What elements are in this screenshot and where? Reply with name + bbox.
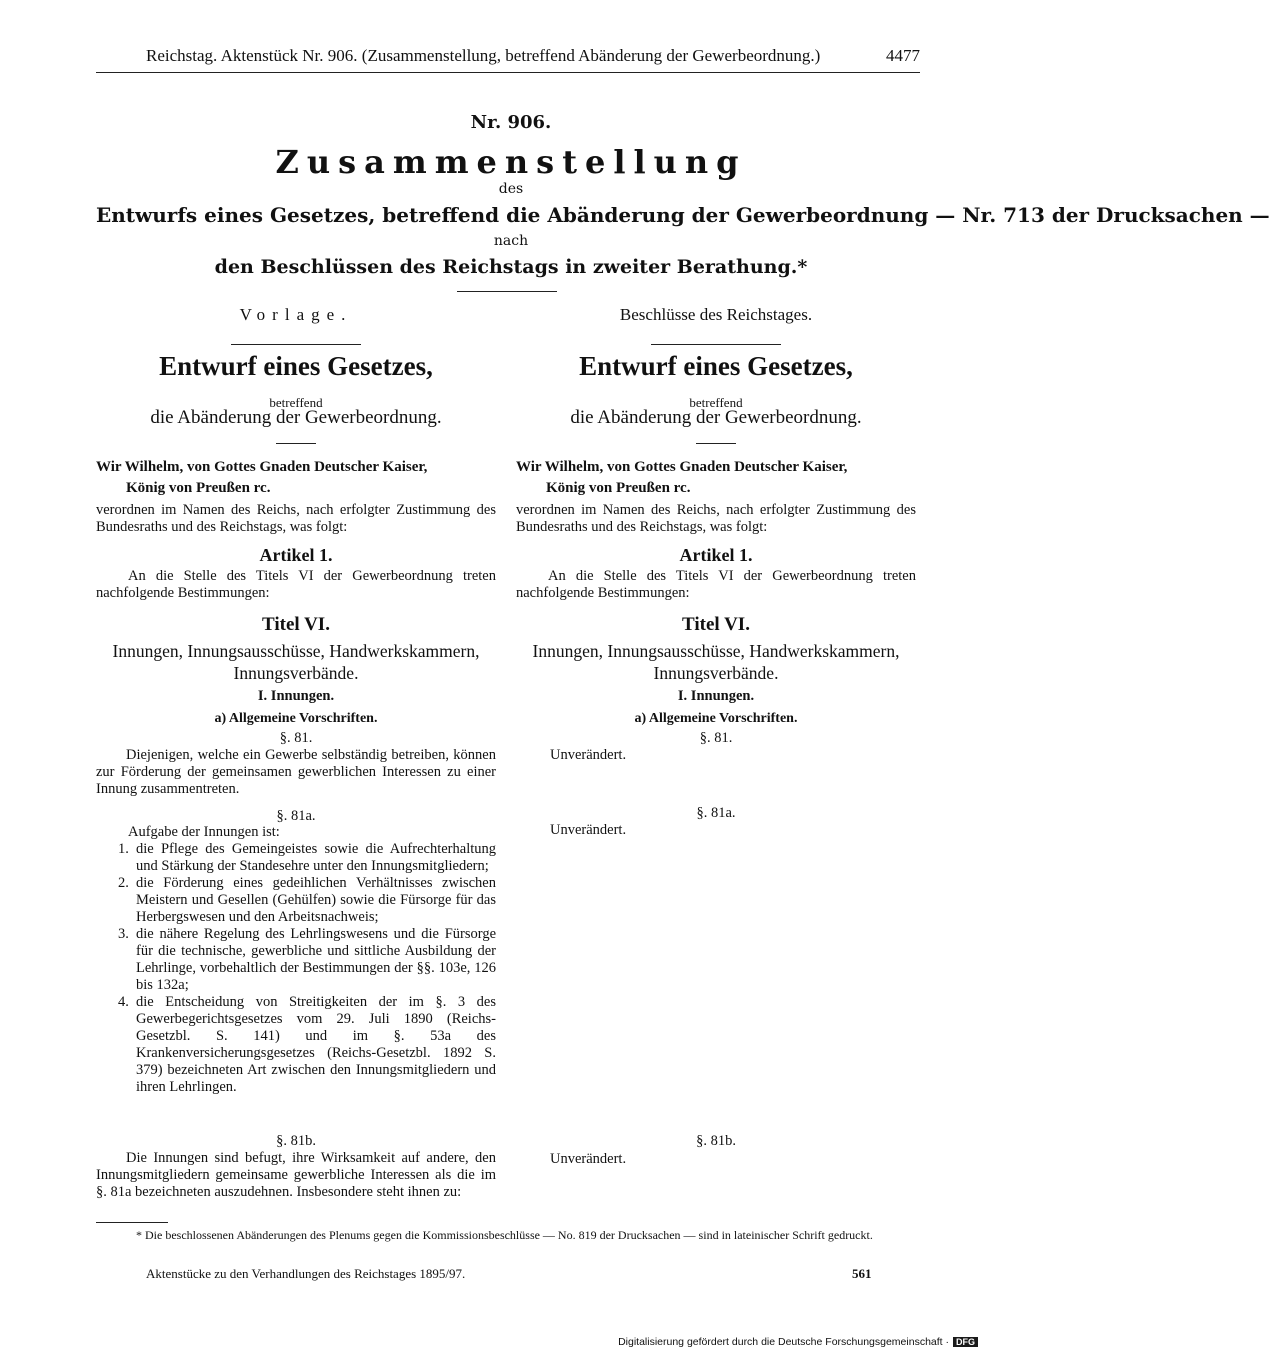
short-divider xyxy=(276,443,316,444)
artikel-heading: Artikel 1. xyxy=(259,545,333,565)
titel-heading: Titel VI. xyxy=(682,614,750,635)
running-head xyxy=(96,46,920,73)
list-item xyxy=(96,875,496,926)
list-item-number: 2. xyxy=(118,875,129,891)
list-item-text: die nähere Regelung des Lehrlingswesens und die Fürsorge für die technische, gewerbliche und sittliche Ausbildung der Lehrlinge, vorbehaltlich der Bestimmungen der §§. 103e, 126 bis 132a; xyxy=(136,926,496,993)
titel-heading: Titel VI. xyxy=(262,614,330,635)
paragraph-81b-heading: §. 81b. xyxy=(696,1133,736,1149)
paragraph-81a-heading: §. 81a. xyxy=(276,808,316,824)
digitization-text: Digitalisierung gefördert durch die Deutsche Forschungsgemeinschaft · xyxy=(618,1336,949,1348)
unchanged-note: Unverändert. xyxy=(550,822,627,838)
preamble-wir: Wir Wilhelm, von Gottes Gnaden Deutscher Kaiser, xyxy=(96,459,428,475)
document-subtitle-2: den Beschlüssen des Reichstags in zweiter Berathung.* xyxy=(214,256,808,278)
dfg-logo: DFG xyxy=(953,1337,978,1347)
footnote: * Die beschlossenen Abänderungen des Plenums gegen die Kommissionsbeschlüsse — No. 819 der Drucksachen — sind in lateinischer Schrift gedruckt. xyxy=(136,1228,873,1242)
unchanged-note: Unverändert. xyxy=(550,747,627,763)
list-item-text: die Förderung eines gedeihlichen Verhältnisses zwischen Meistern und Gesellen (Gehülfen) sowie die Fürsorge für das Herbergswesen und den Arbeitsnachweis; xyxy=(136,875,496,925)
titel-subheading: Innungen, Innungsausschüsse, Handwerkskammern, Innungsverbände. xyxy=(112,641,480,683)
subsection-heading: a) Allgemeine Vorschriften. xyxy=(634,711,798,726)
paragraph-81b-text: Die Innungen sind befugt, ihre Wirksamkeit auf andere, den Innungsmitgliedern gemeinsame gewerbliche Interessen als die im §. 81a bezeichneten auszudehnen. Insbesondere steht ihnen zu: xyxy=(96,1150,496,1200)
column-heading: Beschlüsse des Reichstages. xyxy=(619,305,813,324)
list-item-number: 3. xyxy=(118,926,129,942)
preamble-koenig: König von Preußen rc. xyxy=(546,480,691,496)
heading-divider xyxy=(457,291,557,292)
paragraph-81-text: Diejenigen, welche ein Gewerbe selbständig betreiben, können zur Förderung der gemeinsamen gewerblichen Interessen zu einer Innung zusammentreten. xyxy=(96,747,496,797)
paragraph-81a-heading: §. 81a. xyxy=(696,805,736,821)
footnote-divider xyxy=(96,1222,168,1223)
short-divider xyxy=(696,443,736,444)
list-item-text: die Entscheidung von Streitigkeiten der im §. 3 des Gewerbegerichtsgesetzes vom 29. Juli 1890 (Reichs-Gesetzbl. S. 141) und im §. 53a des Krankenversicherungsgesetzes (Reichs-Gesetzbl. 1892 S. 379) bezeichneten Art zwischen den Innungsmitgliedern und ihren Lehrlingen. xyxy=(136,994,496,1095)
list-item xyxy=(96,926,496,994)
footer-page-number: 561 xyxy=(852,1266,872,1281)
betreffend-label: betreffend xyxy=(689,395,743,410)
list-item-number: 4. xyxy=(118,994,129,1010)
preamble-koenig: König von Preußen rc. xyxy=(126,480,271,496)
list-item xyxy=(96,841,496,875)
preamble-verordnen: verordnen im Namen des Reichs, nach erfolgter Zustimmung des Bundesraths und des Reichstags, was folgt: xyxy=(96,502,496,535)
paragraph-81b-heading: §. 81b. xyxy=(276,1133,316,1149)
abaenderung-title: die Abänderung der Gewerbeordnung. xyxy=(570,407,862,428)
heading-des: des xyxy=(498,181,524,197)
footer-source: Aktenstücke zu den Verhandlungen des Reichstages 1895/97. xyxy=(146,1266,466,1281)
paragraph-81a-intro: Aufgabe der Innungen ist: xyxy=(128,824,280,840)
preamble-verordnen: verordnen im Namen des Reichs, nach erfolgter Zustimmung des Bundesraths und des Reichstags, was folgt: xyxy=(516,502,916,535)
preamble-wir: Wir Wilhelm, von Gottes Gnaden Deutscher Kaiser, xyxy=(516,459,848,475)
entwurf-title: Entwurf eines Gesetzes, xyxy=(159,351,433,381)
titel-subheading: Innungen, Innungsausschüsse, Handwerkskammern, Innungsverbände. xyxy=(532,641,900,683)
document-heading: Zusammenstellung xyxy=(275,143,747,181)
betreffend-label: betreffend xyxy=(269,395,323,410)
document-number: Nr. 906. xyxy=(470,112,552,133)
list-item-number: 1. xyxy=(118,841,129,857)
abaenderung-title: die Abänderung der Gewerbeordnung. xyxy=(150,407,442,428)
running-head-title: Reichstag. Aktenstück Nr. 906. (Zusammenstellung, betreffend Abänderung der Gewerbeordnung.) xyxy=(146,46,821,65)
paragraph-81a-list xyxy=(96,841,496,1096)
list-item xyxy=(96,994,496,1096)
document-subtitle: Entwurfs eines Gesetzes, betreffend die Abänderung der Gewerbeordnung — Nr. 713 der Drucksachen — xyxy=(96,203,1270,227)
unchanged-note: Unverändert. xyxy=(550,1151,627,1167)
heading-nach: nach xyxy=(493,233,529,249)
column-divider xyxy=(651,344,781,345)
section-heading: I. Innungen. xyxy=(677,688,755,704)
paragraph-81-heading: §. 81. xyxy=(279,730,313,746)
section-heading: I. Innungen. xyxy=(257,688,335,704)
column-divider xyxy=(231,344,361,345)
artikel-text: An die Stelle des Titels VI der Gewerbeordnung treten nachfolgende Bestimmungen: xyxy=(516,568,916,601)
list-item-text: die Pflege des Gemeingeistes sowie die Aufrechterhaltung und Stärkung der Standesehre unter den Innungsmitgliedern; xyxy=(136,841,496,874)
column-heading: Vorlage. xyxy=(239,305,353,324)
page-number: 4477 xyxy=(886,46,920,65)
digitization-credit xyxy=(618,1336,978,1348)
paragraph-81-heading: §. 81. xyxy=(699,730,733,746)
artikel-text: An die Stelle des Titels VI der Gewerbeordnung treten nachfolgende Bestimmungen: xyxy=(96,568,496,601)
entwurf-title: Entwurf eines Gesetzes, xyxy=(579,351,853,381)
artikel-heading: Artikel 1. xyxy=(679,545,753,565)
subsection-heading: a) Allgemeine Vorschriften. xyxy=(214,711,378,726)
